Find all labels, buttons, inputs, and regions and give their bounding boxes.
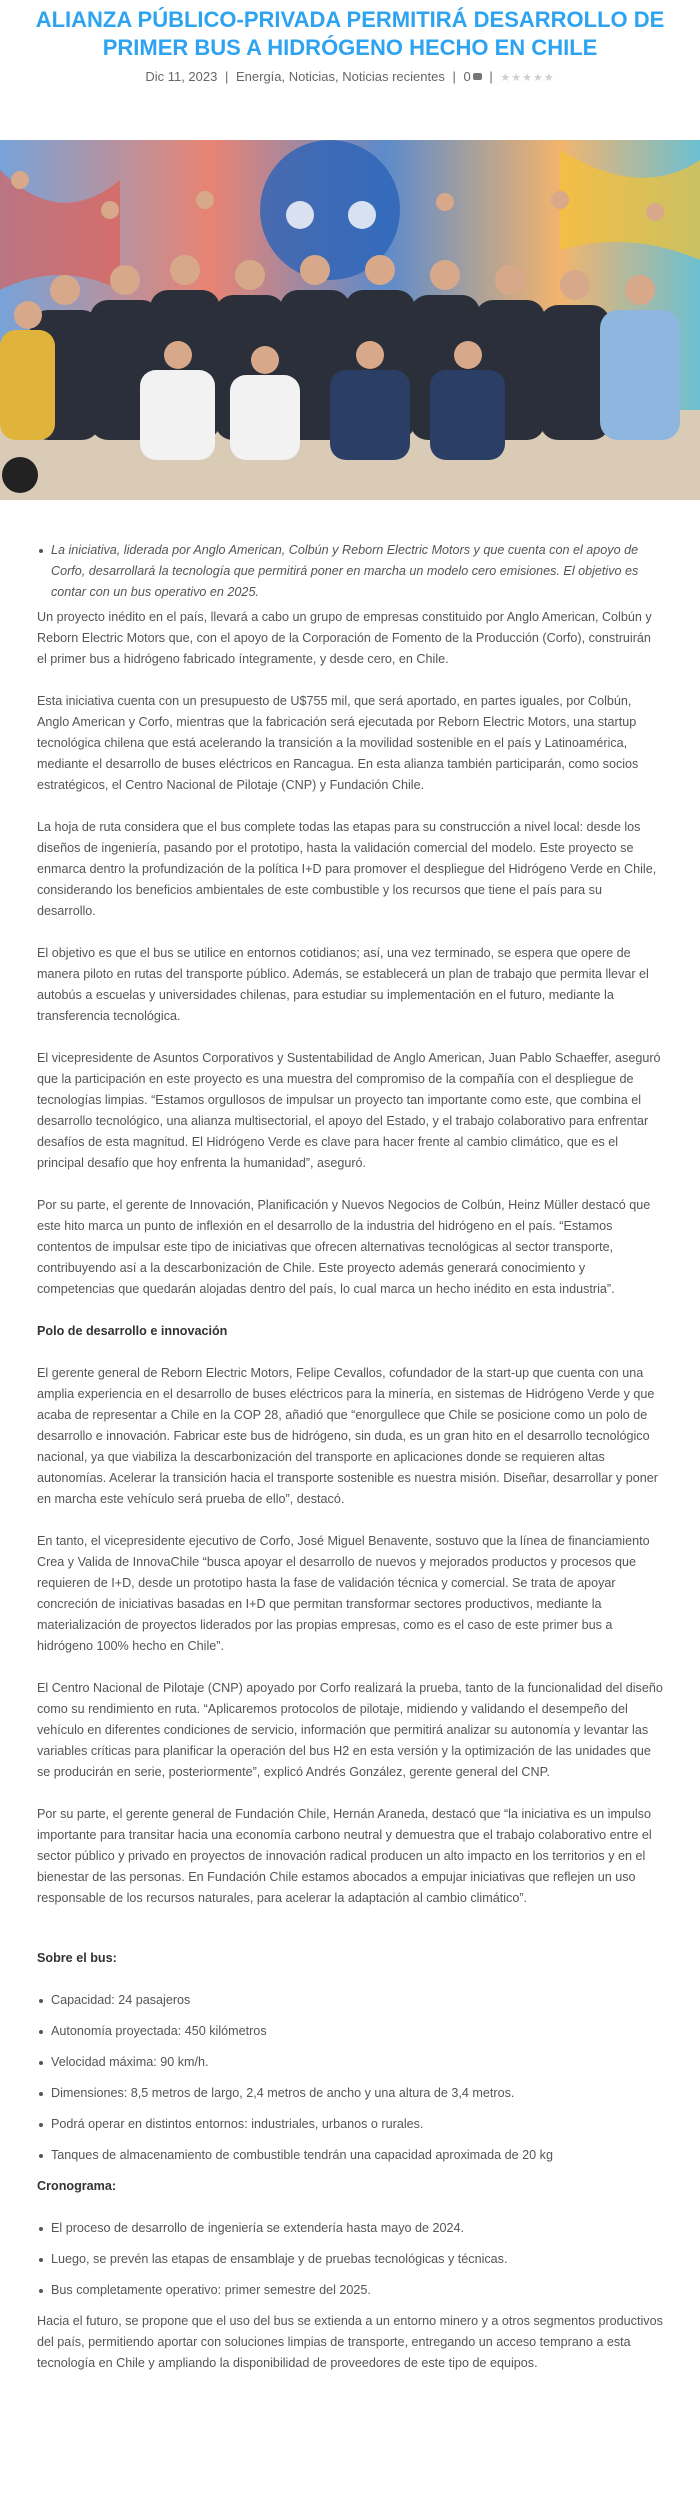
post-title: ALIANZA PÚBLICO-PRIVADA PERMITIRÁ DESARROLLO DE PRIMER BUS A HIDRÓGENO HECHO EN CHILE [35, 7, 665, 60]
paragraph: En tanto, el vicepresidente ejecutivo de Corfo, José Miguel Benavente, sostuvo que la línea de financiamiento Crea y Valida de InnovaChile “busca apoyar el desarrollo de nuevos y mejorados productos y procesos que requieren de I+D, desde un prototipo hasta la fase de validación técnica y comercial. Se trata de apoyar concreción de iniciativas basadas en I+D que permitan transformar sectores productivos, mediante la materialización de proyectos liderados por las propias empresas, como es el caso de este primer bus a hidrógeno 100% hecho en Chile”. [37, 1534, 650, 1653]
section-heading-polo: Polo de desarrollo e innovación [37, 1324, 228, 1338]
rating-stars-icon: ★★★★★ [500, 72, 555, 84]
bus-specs-list [37, 1990, 663, 2166]
list-item: Velocidad máxima: 90 km/h. [37, 2052, 663, 2073]
paragraph: Por su parte, el gerente general de Fundación Chile, Hernán Araneda, destacó que “la iniciativa es un impulso importante para transitar hacia una economía carbono neutral y demuestra que el trabajo colaborativo entre el sector público y privado en proyectos de innovación radical producen un alto impacto en los territorios y en el bienestar de las personas. En Fundación Chile estamos abocados a empujar iniciativas que reflejen un uso responsable de los recursos naturales, para acelerar la adaptación al cambio climático”. [37, 1807, 652, 1905]
list-item: Dimensiones: 8,5 metros de largo, 2,4 metros de ancho y una altura de 3,4 metros. [37, 2083, 663, 2104]
paragraph: Por su parte, el gerente de Innovación, Planificación y Nuevos Negocios de Colbún, Heinz Müller destacó que este hito marca un punto de inflexión en el desarrollo de la industria del hidrógeno en el país. “Estamos contentos de impulsar este tipo de iniciativas que ofrecen alternativas tecnológicas al sector transporte, contribuyendo así a la descarbonización de Chile. Este proyecto además generará conocimiento y competencias que quedarán alojadas dentro del país, lo cual marca un hecho inédito en esta industria”. [37, 1198, 651, 1296]
comment-count: 0 [463, 69, 471, 84]
list-item: Autonomía proyectada: 450 kilómetros [37, 2021, 663, 2042]
paragraph: El gerente general de Reborn Electric Motors, Felipe Cevallos, cofundador de la start-up que cuenta con una amplia experiencia en el desarrollo de buses eléctricos para la minería, en sistemas de Hidrógeno Verde y que acaba de representar a Chile en la COP 28, añadió que “enorgullece que Chile se posicione como un polo de desarrollo e innovación. Fabricar este bus de hidrógeno, sin duda, es un gran hito en el desarrollo tecnológico nacional, ya que viabiliza la descarbonización del transporte en aplicaciones donde se requieren altas autonomías. Acelerar la transición hacia el transporte sostenible es nuestra misión. Diseñar, desarrollar y poner en marcha este vehículo será prueba de ello”, destacó. [37, 1366, 658, 1506]
post-date: Dic 11, 2023 [145, 69, 218, 84]
paragraph: El vicepresidente de Asuntos Corporativos y Sustentabilidad de Anglo American, Juan Pablo Schaeffer, aseguró que la participación en este proyecto es una muestra del compromiso de la compañía con el despliegue de tecnologías limpias. “Estamos orgullosos de impulsar un proyecto tan importante como este, que combina el desarrollo tecnológico, una alianza multisectorial, el apoyo del Estado, y el trabajo colaborativo para enfrentar desafíos de esta magnitud. El Hidrógeno Verde es clave para hacer frente al cambio climático, que es el principal desafío que hoy enfrenta la humanidad”, aseguró. [37, 1051, 661, 1170]
section-heading-schedule: Cronograma: [37, 2179, 117, 2193]
category-link-noticias-recientes[interactable]: Noticias recientes [342, 69, 445, 84]
list-item: Bus completamente operativo: primer semestre del 2025. [37, 2280, 663, 2301]
comment-icon [473, 73, 482, 80]
list-item: Podrá operar en distintos entornos: industriales, urbanos o rurales. [37, 2114, 663, 2135]
comments-link[interactable] [464, 69, 482, 84]
post-meta: Dic 11, 2023 | Energía, Noticias, Noticias recientes | 0 | ★★★★★ [145, 69, 555, 84]
paragraph: El objetivo es que el bus se utilice en entornos cotidianos; así, una vez terminado, se espera que opere de manera piloto en rutas del transporte público. Además, se establecerá un plan de trabajo que permita llevar el autobús a escuelas y universidades chilenas, para estudiar su implementación en el futuro, mediante la transferencia tecnológica. [37, 946, 649, 1023]
article-body [37, 540, 663, 2395]
list-item: Tanques de almacenamiento de combustible tendrán una capacidad aproximada de 20 kg [37, 2145, 663, 2166]
group-photo [0, 140, 700, 500]
group-photo-image [0, 140, 700, 500]
paragraph: El Centro Nacional de Pilotaje (CNP) apoyado por Corfo realizará la prueba, tanto de la funcionalidad del diseño como su rendimiento en ruta. “Aplicaremos protocolos de pilotaje, midiendo y validando el desempeño del vehículo en diferentes condiciones de servicio, información que permitirá analizar su autonomía y levantar las variables críticas para planificar la operación del bus H2 en esta versión y la optimización de las unidades que se producirán en serie, posteriormente”, explicó Andrés González, gerente general del CNP. [37, 1681, 663, 1779]
list-item: Capacidad: 24 pasajeros [37, 1990, 663, 2011]
lead-list [37, 540, 663, 603]
paragraph: Esta iniciativa cuenta con un presupuesto de U$755 mil, que será aportado, en partes iguales, por Colbún, Anglo American y Corfo, mientras que la fabricación será ejecutada por Reborn Electric Motors, una startup tecnológica chilena que está acelerando la transición a la movilidad sostenible en el país y Latinoamérica, mediante el desarrollo de buses eléctricos en Rancagua. En esta alianza también participarán, como socios estratégicos, el Centro Nacional de Pilotaje (CNP) y Fundación Chile. [37, 694, 639, 792]
category-link-energia[interactable]: Energía [235, 69, 282, 84]
section-heading-bus: Sobre el bus: [37, 1951, 117, 1965]
schedule-list [37, 2218, 663, 2301]
paragraph: La hoja de ruta considera que el bus complete todas las etapas para su construcción a nivel local: desde los diseños de ingeniería, pasando por el prototipo, hasta la validación comercial del modelo. Este proyecto se enmarca dentro la profundización de la política I+D para promover el despliegue del Hidrógeno Verde en Chile, considerando los beneficios ambientales de este combustible y los recursos que tiene el país para su desarrollo. [37, 820, 657, 918]
closing-paragraph: Hacia el futuro, se propone que el uso del bus se extienda a un entorno minero y a otros segmentos productivos del país, permitiendo aportar con soluciones limpias de transporte, entregando un acceso temprano a esta tecnología en Chile y ampliando la disponibilidad de proveedores de este tipo de equipos. [37, 2314, 663, 2370]
list-item: Luego, se prevén las etapas de ensamblaje y de pruebas tecnológicas y técnicas. [37, 2249, 663, 2270]
category-link-noticias[interactable]: Noticias [288, 69, 336, 84]
list-item: El proceso de desarrollo de ingeniería se extendería hasta mayo de 2024. [37, 2218, 663, 2239]
lead-summary: La iniciativa, liderada por Anglo American, Colbún y Reborn Electric Motors y que cuenta con el apoyo de Corfo, desarrollará la tecnología que permitirá poner en marcha un modelo cero emisiones. El objetivo es contar con un bus operativo en 2025. [37, 540, 663, 603]
paragraph: Un proyecto inédito en el país, llevará a cabo un grupo de empresas constituido por Anglo American, Colbún y Reborn Electric Motors que, con el apoyo de la Corporación de Fomento de la Producción (Corfo), construirán el primer bus a hidrógeno fabricado íntegramente, y desde cero, en Chile. [37, 610, 652, 666]
